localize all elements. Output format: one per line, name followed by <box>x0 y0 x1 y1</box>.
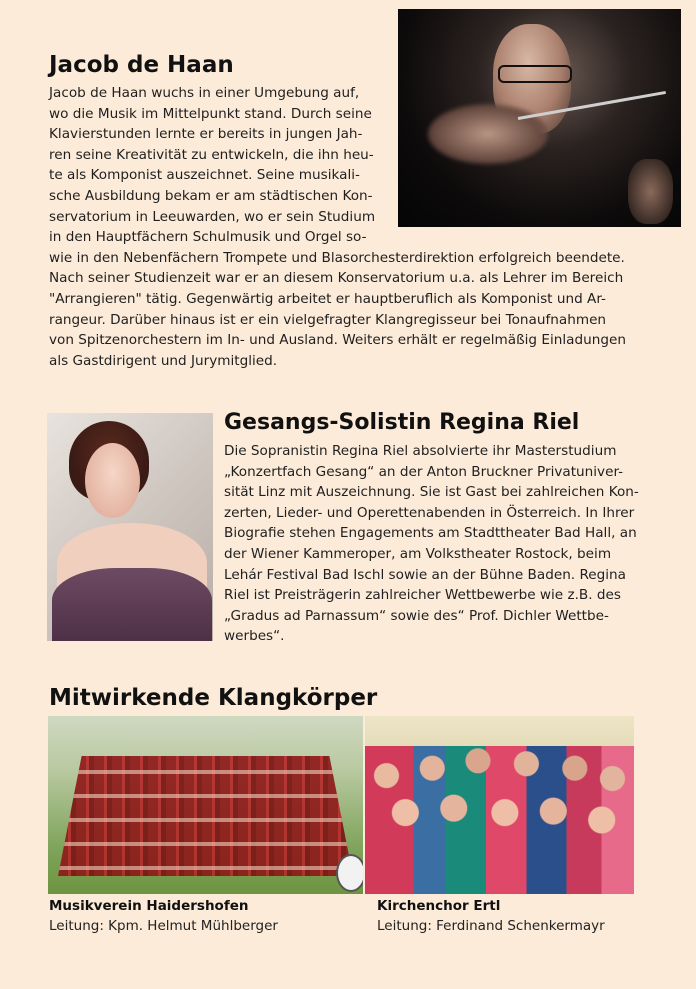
bio-line: der Wiener Kammeroper, am Volkstheater Rostock, beim <box>224 545 612 562</box>
bio-line: Die Sopranistin Regina Riel absolvierte ihr Masterstudium <box>224 443 617 459</box>
bio-line: sche Ausbildung bekam er am städtischen Kon- <box>49 187 373 204</box>
bio-line: wie in den Nebenfächern Trompete und Blasorchesterdirektion erfolgreich beendete. <box>49 249 625 266</box>
bio-line: Klavierstunden lernte er bereits in jungen Jah- <box>49 126 363 143</box>
bio-line: „Gradus ad Parnassum“ sowie des“ Prof. Dichler Wettbe- <box>224 607 609 624</box>
bio-line: rangeur. Darüber hinaus ist er ein vielgefragter Klangregisseur bei Tonaufnahmen <box>49 311 607 328</box>
kirchenchor-photo <box>365 716 634 894</box>
regina-riel-heading: Gesangs-Solistin Regina Riel <box>224 410 580 435</box>
musikverein-photo <box>48 716 363 894</box>
jacob-de-haan-heading: Jacob de Haan <box>49 52 234 78</box>
bio-line: zerten, Lieder- und Operettenabenden in Österreich. In Ihrer <box>224 504 635 521</box>
ensembles-heading: Mitwirkende Klangkörper <box>49 685 378 711</box>
kirchenchor-name: Kirchenchor Ertl <box>377 898 501 914</box>
kirchenchor-leader: Leitung: Ferdinand Schenkermayr <box>377 918 605 934</box>
jacob-de-haan-bio <box>49 83 649 371</box>
musikverein-name: Musikverein Haidershofen <box>49 898 249 914</box>
bio-line: als Gastdirigent und Jurymitglied. <box>49 352 278 369</box>
bio-line: Lehár Festival Bad Ischl sowie an der Bühne Baden. Regina <box>224 566 626 583</box>
bio-line: Riel ist Preisträgerin zahlreicher Wettbewerbe wie z.B. des <box>224 587 621 604</box>
bio-line: werbes“. <box>224 628 285 645</box>
bio-line: sität Linz mit Auszeichnung. Sie ist Gast bei zahlreichen Kon- <box>224 484 639 501</box>
bio-line: Jacob de Haan wuchs in einer Umgebung auf, <box>49 85 360 101</box>
bio-line: wo die Musik im Mittelpunkt stand. Durch seine <box>49 105 372 122</box>
regina-riel-photo <box>47 413 213 641</box>
bio-line: te als Komponist auszeichnet. Seine musikali- <box>49 167 360 184</box>
bio-line: von Spitzenorchestern im In- und Ausland. Weiters erhält er regelmäßig Einladungen <box>49 332 626 349</box>
bio-line: "Arrangieren" tätig. Gegenwärtig arbeitet er hauptberuflich als Komponist und Ar- <box>49 290 606 307</box>
bio-line: in den Hauptfächern Schulmusik und Orgel so- <box>49 229 367 246</box>
regina-riel-bio <box>224 441 646 647</box>
bio-line: servatorium in Leeuwarden, wo er sein Studium <box>49 208 376 225</box>
bio-line: Nach seiner Studienzeit war er an diesem Konservatorium u.a. als Lehrer im Bereich <box>49 270 624 287</box>
musikverein-leader: Leitung: Kpm. Helmut Mühlberger <box>49 918 278 934</box>
bio-line: Biografie stehen Engagements am Stadttheater Bad Hall, an <box>224 525 637 542</box>
bio-line: „Konzertfach Gesang“ an der Anton Bruckner Privatuniver- <box>224 463 624 480</box>
bio-line: ren seine Kreativität zu entwickeln, die ihn heu- <box>49 146 374 163</box>
